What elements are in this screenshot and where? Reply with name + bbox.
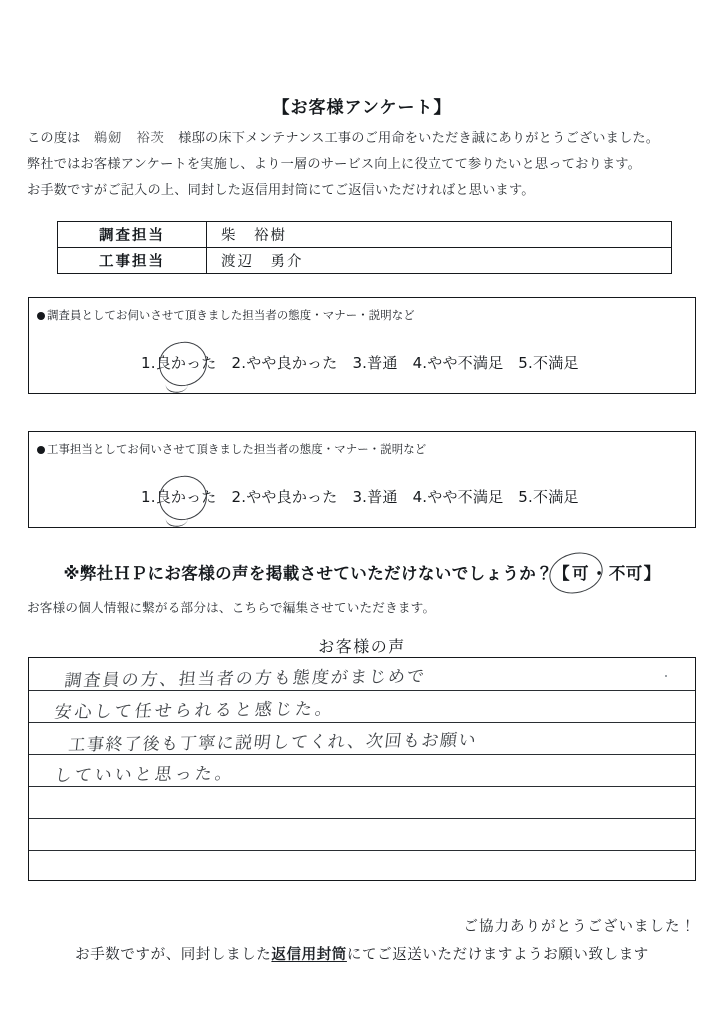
option-2[interactable]: 2.やや良かった [231,354,338,372]
footer-request [0,943,724,964]
table-row [58,248,672,274]
staff-table [57,221,672,274]
option-3[interactable]: 3.普通 [352,488,398,506]
question-options [141,486,579,507]
intro-line-1-pre: この度は [27,131,94,146]
intro-line-1 [27,126,697,152]
intro-line-1-post: 様邸の床下メンテナンス工事のご用命をいただき誠にありがとうございました。 [164,131,660,146]
staff-name-value: 柴 裕樹 [207,222,672,248]
question-heading [37,307,415,323]
option-4[interactable]: 4.やや不満足 [412,488,504,506]
handwritten-comment-line: していいと思った。 [53,763,236,787]
hp-permission-text: ※弊社ＨＰにお客様の声を掲載させていただけないでしょうか？ [63,564,554,583]
bullet-icon [37,446,45,454]
ruled-line [29,722,695,723]
ruled-line [29,850,695,851]
option-1[interactable]: 1.良かった [141,488,217,506]
question-box-constructor [28,431,696,528]
question-box-inspector [28,297,696,394]
footer-request-emphasis: 返信用封筒 [271,947,347,963]
option-1[interactable]: 1.良かった [141,354,217,372]
question-options [141,352,579,373]
question-heading [37,441,426,457]
option-3[interactable]: 3.普通 [352,354,398,372]
bracket-open: 【 [553,564,570,583]
bracket-close: 】 [643,564,661,583]
intro-line-2: 弊社ではお客様アンケートを実施し、より一層のサービス向上に役立てて参りたいと思っております。 [27,157,641,172]
option-5[interactable]: 5.不満足 [518,354,579,372]
staff-role-label: 調査担当 [58,222,207,248]
table-row [58,222,672,248]
staff-name-value: 渡辺 勇介 [207,248,672,274]
intro-paragraph [27,126,697,204]
customer-name: 鵜劒 裕茨 [93,131,165,146]
hp-choice-no[interactable]: 不可 [608,564,643,583]
customer-voice-heading: お客様の声 [318,637,406,656]
footer-request-pre: お手数ですが、同封しました [75,947,272,963]
intro-line-3: お手数ですがご記入の上、同封した返信用封筒にてご返信いただければと思います。 [27,183,535,198]
option-2[interactable]: 2.やや良かった [231,488,338,506]
customer-voice-box[interactable] [28,657,696,881]
handwritten-circle-tail-icon [165,508,190,529]
handwritten-circle-tail-icon [165,374,190,395]
hp-permission-question [0,560,724,584]
hp-choice-yes[interactable]: 可 [572,564,589,583]
choice-separator: ・ [590,564,608,583]
hp-permission-note: お客様の個人情報に繋がる部分は、こちらで編集させていただきます。 [27,600,436,615]
question-heading-text: 調査員としてお伺いさせて頂きました担当者の態度・マナー・説明など [47,308,415,322]
handwritten-oval-mark-icon [545,547,607,599]
page-title: 【お客様アンケート】 [272,98,452,118]
option-4[interactable]: 4.やや不満足 [412,354,504,372]
footer-request-post: にてご返送いただけますようお願い致します [346,947,649,963]
handwritten-comment-line: 工事終了後も丁寧に説明してくれ、次回もお願い [67,730,479,756]
handwritten-comment-line: 調査員の方、担当者の方も態度がまじめで [63,666,428,692]
bullet-icon [37,312,45,320]
footer-thanks: ご協力ありがとうございました！ [463,919,696,935]
ruled-line [29,818,695,819]
option-5[interactable]: 5.不満足 [518,488,579,506]
ruled-line [29,786,695,787]
question-heading-text: 工事担当としてお伺いさせて頂きました担当者の態度・マナー・説明など [47,442,427,456]
staff-role-label: 工事担当 [58,248,207,274]
handwritten-comment-line: 安心して任せられると感じた。 [53,699,337,723]
